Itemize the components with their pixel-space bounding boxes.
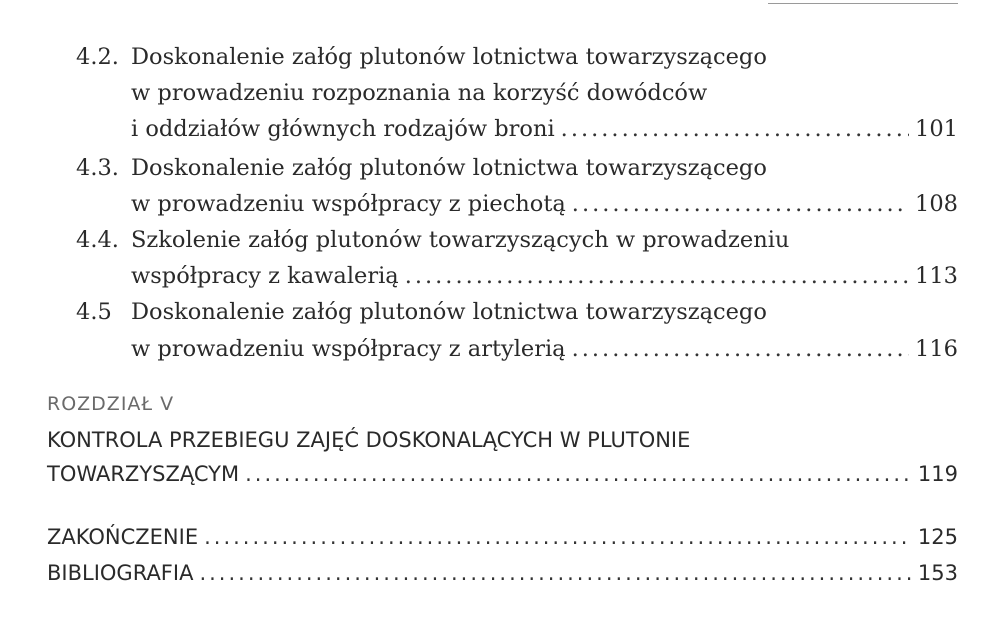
toc-entry-zakonczenie bbox=[47, 525, 958, 549]
entry-page-number: 125 bbox=[917, 525, 958, 549]
chapter-page-number: 119 bbox=[917, 462, 958, 486]
toc-entry-4-2-line-2 bbox=[131, 80, 707, 106]
entry-title-line: w prowadzeniu rozpoznania na korzyść dowódców bbox=[131, 80, 708, 106]
toc-entry-4-4-line-1 bbox=[76, 227, 789, 253]
dot-leader bbox=[561, 116, 909, 142]
entry-page-number: 108 bbox=[915, 191, 958, 217]
chapter-label-text: ROZDZIAŁ V bbox=[47, 393, 175, 415]
top-rule bbox=[768, 0, 958, 4]
entry-number: 4.2. bbox=[76, 44, 119, 70]
dot-leader bbox=[245, 462, 912, 486]
entry-number: 4.5 bbox=[76, 299, 112, 325]
chapter-title-text: KONTROLA PRZEBIEGU ZAJĘĆ DOSKONALĄCYCH W PLUTONIE bbox=[47, 428, 691, 452]
entry-title: BIBLIOGRAFIA bbox=[47, 561, 194, 585]
toc-entry-4-2-line-1 bbox=[76, 44, 767, 70]
entry-page-number: 116 bbox=[915, 336, 958, 362]
chapter-label bbox=[47, 393, 174, 415]
entry-page-number: 113 bbox=[915, 263, 958, 289]
toc-entry-bibliografia bbox=[47, 561, 958, 585]
entry-title-line: w prowadzeniu współpracy z piechotą bbox=[131, 191, 566, 217]
toc-entry-4-3-line-2 bbox=[131, 191, 958, 217]
toc-entry-4-2-line-3 bbox=[131, 116, 958, 142]
entry-title-line: Szkolenie załóg plutonów towarzyszących w prowadzeniu bbox=[131, 227, 790, 253]
toc-entry-4-5-line-2 bbox=[131, 336, 958, 362]
chapter-title-line-1 bbox=[47, 428, 690, 452]
entry-number: 4.3. bbox=[76, 155, 119, 181]
dot-leader bbox=[199, 561, 911, 585]
chapter-title-line-2 bbox=[47, 462, 958, 486]
entry-page-number: 153 bbox=[917, 561, 958, 585]
entry-title-line: Doskonalenie załóg plutonów lotnictwa towarzyszącego bbox=[131, 155, 767, 181]
entry-title-line: i oddziałów głównych rodzajów broni bbox=[131, 116, 555, 142]
entry-title-line: Doskonalenie załóg plutonów lotnictwa towarzyszącego bbox=[131, 44, 767, 70]
dot-leader bbox=[204, 525, 912, 549]
toc-entry-4-5-line-1 bbox=[76, 299, 767, 325]
toc-entry-4-4-line-2 bbox=[131, 263, 958, 289]
dot-leader bbox=[572, 191, 909, 217]
entry-page-number: 101 bbox=[915, 116, 958, 142]
entry-number: 4.4. bbox=[76, 227, 119, 253]
chapter-title-text: TOWARZYSZĄCYM bbox=[47, 462, 240, 486]
dot-leader bbox=[405, 263, 909, 289]
entry-title-line: Doskonalenie załóg plutonów lotnictwa towarzyszącego bbox=[131, 299, 767, 325]
entry-title-line: w prowadzeniu współpracy z artylerią bbox=[131, 336, 566, 362]
toc-entry-4-3-line-1 bbox=[76, 155, 767, 181]
dot-leader bbox=[572, 336, 909, 362]
entry-title-line: współpracy z kawalerią bbox=[131, 263, 399, 289]
entry-title: ZAKOŃCZENIE bbox=[47, 525, 199, 549]
